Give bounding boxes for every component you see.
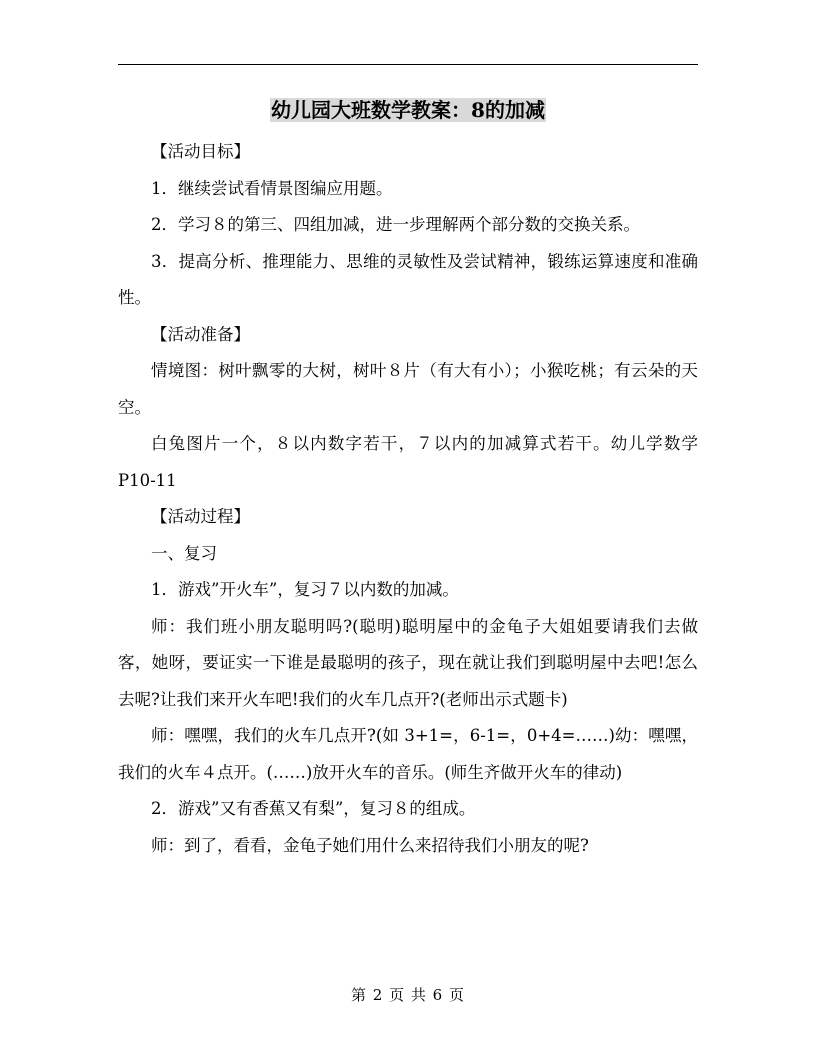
review-item-1: 1．游戏”开火车”，复习７以内数的加减。 [151,580,459,599]
subsection-review: 一、复习 [151,543,217,563]
document-title-text: 幼儿园大班数学教案：8的加减 [271,98,545,122]
header-rule [118,64,698,65]
section-heading-preparation: 【活动准备】 [151,324,250,344]
dialogue-paragraph-2: 师：嘿嘿，我们的火车几点开?(如 3+1=，6-1=，0+4=……)幼：嘿嘿，我们的火车４点开。(……)放开火车的音乐。(师生齐做开火车的律动) [118,726,698,782]
review-item-2: 2．游戏”又有香蕉又有梨”，复习８的组成。 [151,799,476,818]
goal-item-2: 2．学习８的第三、四组加减，进一步理解两个部分数的交换关系。 [151,215,640,234]
page-footer: 第 2 页 共 6 页 [351,986,465,1004]
preparation-paragraph-1: 情境图：树叶飘零的大树，树叶８片（有大有小）；小猴吃桃；有云朵的天空。 [118,361,698,417]
document-body [118,134,698,864]
goal-item-1: 1．继续尝试看情景图编应用题。 [151,178,393,198]
goal-item-3: 3．提高分析、推理能力、思维的灵敏性及尝试精神，锻练运算速度和准确性。 [118,251,698,307]
dialogue-paragraph-3: 师：到了，看看，金龟子她们用什么来招待我们小朋友的呢? [151,835,589,855]
section-heading-process: 【活动过程】 [151,507,250,526]
dialogue-paragraph-1: 师：我们班小朋友聪明吗?(聪明)聪明屋中的金龟子大姐姐要请我们去做客，她呀，要证实一下谁是最聪明的孩子，现在就让我们到聪明屋中去吧!怎么去呢?让我们来开火车吧!我们的火车几点开?(老师出示式题卡) [118,616,698,709]
document-title [0,92,816,128]
section-heading-goals: 【活动目标】 [151,142,250,161]
preparation-paragraph-2: 白兔图片一个，８以内数字若干，７以内的加减算式若干。幼儿学数学 P10-11 [118,434,698,490]
